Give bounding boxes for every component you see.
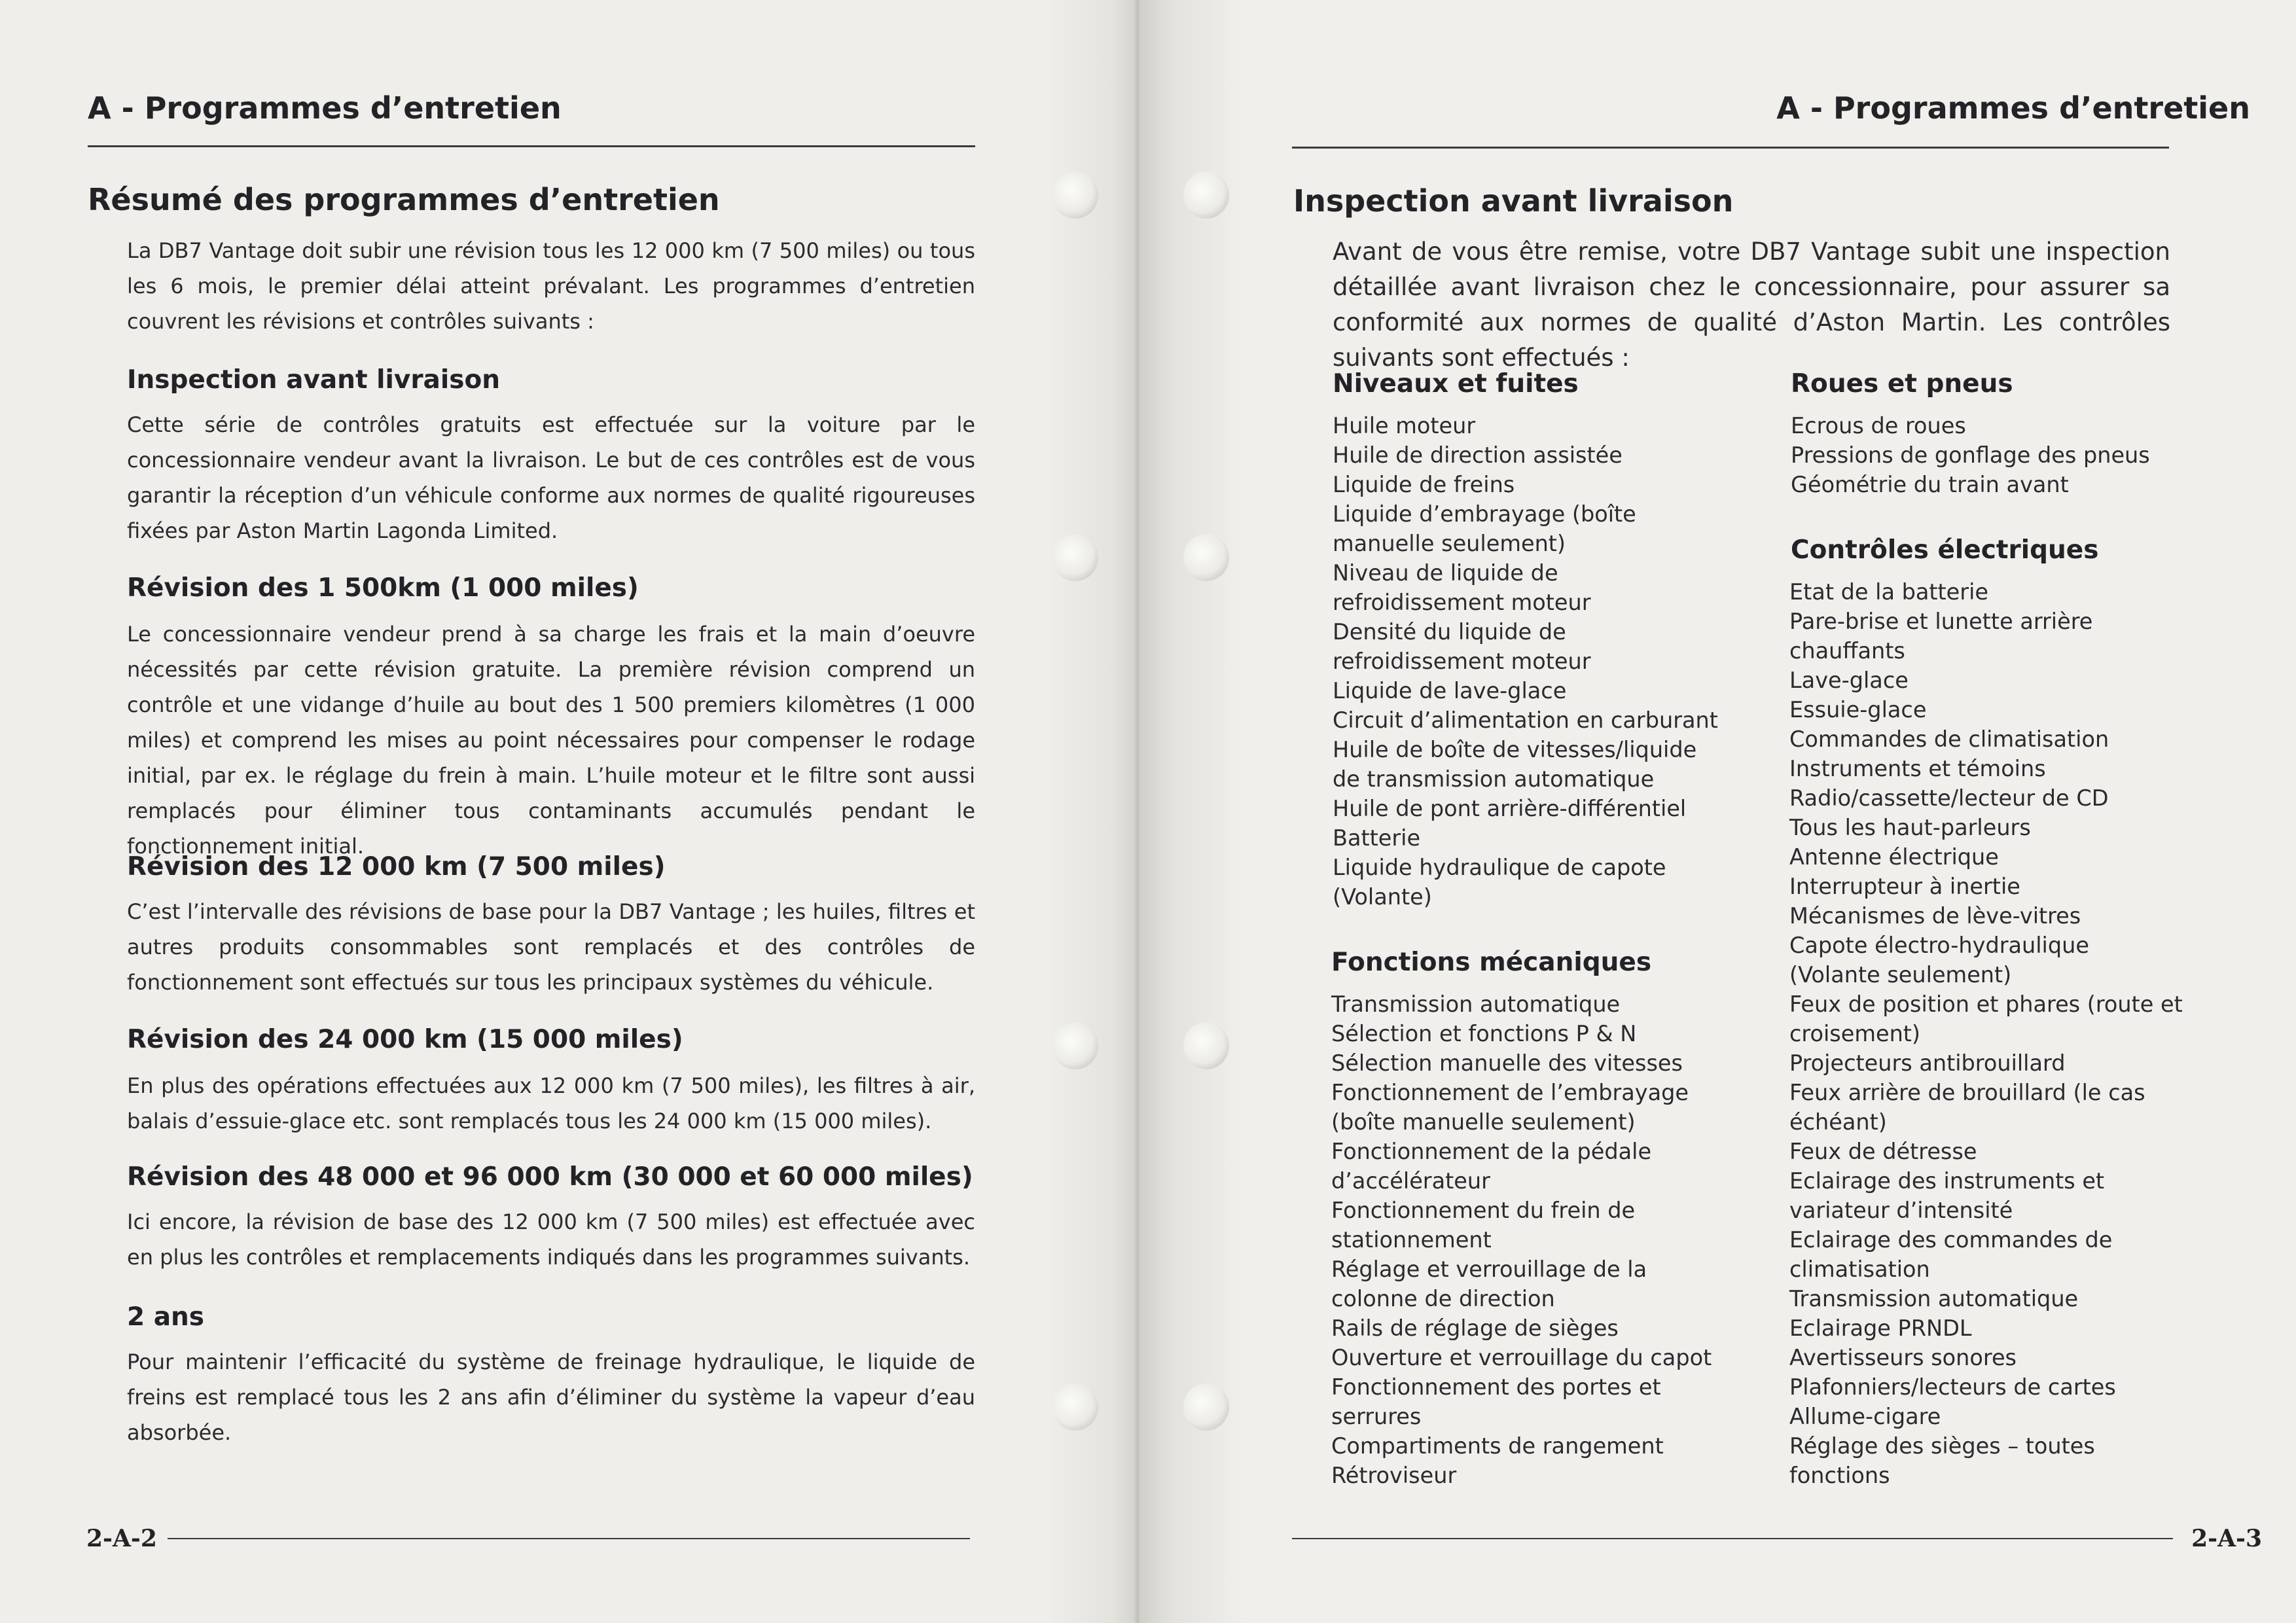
list-item: Circuit d’alimentation en carburant bbox=[1333, 707, 1718, 733]
list-item: Mécanismes de lève-vitres bbox=[1789, 903, 2081, 929]
binder-hole bbox=[1183, 1383, 1229, 1431]
section-heading-48000km: Révision des 48 000 et 96 000 km (30 000 et 60 000 miles) bbox=[127, 1162, 973, 1192]
fonctions-heading: Fonctions mécaniques bbox=[1331, 948, 1652, 977]
list-item: Rétroviseur bbox=[1331, 1463, 1457, 1488]
list-item: manuelle seulement) bbox=[1333, 531, 1566, 556]
list-item: Fonctionnement du frein de bbox=[1331, 1198, 1636, 1223]
list-item: colonne de direction bbox=[1331, 1286, 1555, 1311]
right-page bbox=[1139, 0, 2296, 1623]
list-item: Fonctionnement de la pédale bbox=[1331, 1139, 1652, 1164]
section-text-1500km: Le concessionnaire vendeur prend à sa charge les frais et la main d’oeuvre nécessités par cette révision gratuite. La première révision comprend un contrôle et une vidange d’huile au bout des 1 500 premiers kilomètres (1 000 miles) et comprend les mises au point nécessaires pour compenser le rodage initial, par ex. le réglage du frein à main. L’huile moteur et le filtre sont aussi remplacés pour éliminer tous contaminants accumulés pendant le fonctionnement initial. bbox=[127, 622, 975, 859]
section-heading-24000km: Révision des 24 000 km (15 000 miles) bbox=[127, 1025, 683, 1054]
list-item: Densité du liquide de bbox=[1333, 619, 1566, 645]
left-page-number: 2-A-2 bbox=[86, 1525, 157, 1552]
list-item: Sélection et fonctions P & N bbox=[1331, 1021, 1637, 1046]
list-item: stationnement bbox=[1331, 1227, 1492, 1253]
binder-hole bbox=[1052, 171, 1098, 219]
list-item: chauffants bbox=[1789, 638, 1905, 664]
niveaux-heading: Niveaux et fuites bbox=[1333, 369, 1579, 399]
list-item: Niveau de liquide de bbox=[1333, 560, 1558, 586]
section-heading-12000km: Révision des 12 000 km (7 500 miles) bbox=[127, 852, 666, 882]
list-item: Antenne électrique bbox=[1789, 844, 1999, 870]
list-item: Géométrie du train avant bbox=[1791, 472, 2069, 497]
list-item: (Volante) bbox=[1333, 884, 1432, 910]
list-item: Compartiments de rangement bbox=[1331, 1433, 1664, 1459]
section-text-inspection: Cette série de contrôles gratuits est effectuée sur la voiture par le concessionnaire vendeur avant la livraison. Le but de ces contrôles est de vous garantir la réception d’un véhicule conforme aux normes de qualité rigoureuses fixées par Aston Martin Lagonda Limited. bbox=[127, 412, 975, 543]
section-text-2ans: Pour maintenir l’efficacité du système de freinage hydraulique, le liquide de freins est remplacé tous les 2 ans afin d’éliminer du système la vapeur d’eau absorbée. bbox=[127, 1349, 975, 1445]
fonctions-list bbox=[1331, 990, 1750, 1490]
list-item: Allume-cigare bbox=[1789, 1404, 1941, 1429]
section-heading-2ans: 2 ans bbox=[127, 1302, 205, 1332]
list-item: (boîte manuelle seulement) bbox=[1331, 1109, 1636, 1135]
right-page-number: 2-A-3 bbox=[2191, 1525, 2262, 1552]
left-footer-rule bbox=[168, 1538, 970, 1539]
left-intro: La DB7 Vantage doit subir une révision tous les 12 000 km (7 500 miles) ou tous les 6 mois, le premier délai atteint prévalant. Les programmes d’entretien couvrent les révisions et contrôles suivants : bbox=[127, 238, 975, 334]
list-item: Ecrous de roues bbox=[1791, 413, 1966, 438]
list-item: Réglage et verrouillage de la bbox=[1331, 1257, 1647, 1282]
list-item: Liquide de lave-glace bbox=[1333, 678, 1567, 704]
left-page-title: Résumé des programmes d’entretien bbox=[88, 182, 720, 217]
electriques-heading: Contrôles électriques bbox=[1791, 535, 2099, 565]
list-item: Eclairage des instruments et bbox=[1789, 1168, 2105, 1194]
list-item: Radio/cassette/lecteur de CD bbox=[1789, 785, 2109, 811]
list-item: Instruments et témoins bbox=[1789, 756, 2046, 781]
list-item: Feux de position et phares (route et bbox=[1789, 991, 2183, 1017]
section-text-12000km: C’est l’intervalle des révisions de base pour la DB7 Vantage ; les huiles, filtres et autres produits consommables sont remplacés et des contrôles de fonctionnement sont effectués sur tous les principaux systèmes du véhicule. bbox=[127, 899, 975, 995]
list-item: Etat de la batterie bbox=[1789, 579, 1988, 605]
list-item: refroidissement moteur bbox=[1333, 649, 1591, 674]
list-item: Commandes de climatisation bbox=[1789, 726, 2109, 752]
list-item: de transmission automatique bbox=[1333, 766, 1655, 792]
section-text-24000km: En plus des opérations effectuées aux 12 000 km (7 500 miles), les filtres à air, balais d’essuie-glace etc. sont remplacés tous les 24 000 km (15 000 miles). bbox=[127, 1073, 975, 1133]
electriques-list bbox=[1789, 577, 2189, 1490]
list-item: Avertisseurs sonores bbox=[1789, 1345, 2017, 1370]
left-page bbox=[0, 0, 1139, 1623]
list-item: Sélection manuelle des vitesses bbox=[1331, 1050, 1683, 1076]
list-item: Fonctionnement des portes et bbox=[1331, 1374, 1661, 1400]
list-item: Interrupteur à inertie bbox=[1789, 874, 2020, 899]
section-heading-1500km: Révision des 1 500km (1 000 miles) bbox=[127, 573, 639, 603]
right-page-title: Inspection avant livraison bbox=[1293, 183, 1734, 219]
list-item: climatisation bbox=[1789, 1257, 1930, 1282]
list-item: Liquide de freins bbox=[1333, 472, 1515, 497]
list-item: Capote électro-hydraulique bbox=[1789, 933, 2089, 958]
list-item: Huile de direction assistée bbox=[1333, 442, 1623, 468]
roues-list bbox=[1791, 411, 2183, 499]
binder-hole bbox=[1183, 534, 1229, 581]
list-item: Tous les haut-parleurs bbox=[1789, 815, 2031, 840]
list-item: Fonctionnement de l’embrayage bbox=[1331, 1080, 1689, 1105]
list-item: Transmission automatique bbox=[1331, 991, 1621, 1017]
list-item: Feux de détresse bbox=[1789, 1139, 1977, 1164]
list-item: Huile de boîte de vitesses/liquide bbox=[1333, 737, 1697, 762]
list-item: Rails de réglage de sièges bbox=[1331, 1315, 1619, 1341]
list-item: croisement) bbox=[1789, 1021, 1921, 1046]
left-header-title: A - Programmes d’entretien bbox=[88, 90, 562, 126]
binder-hole bbox=[1052, 1383, 1098, 1431]
list-item: Ouverture et verrouillage du capot bbox=[1331, 1345, 1712, 1370]
list-item: d’accélérateur bbox=[1331, 1168, 1490, 1194]
list-item: Pare-brise et lunette arrière bbox=[1789, 609, 2093, 634]
list-item: fonctions bbox=[1789, 1463, 1890, 1488]
list-item: Feux arrière de brouillard (le cas bbox=[1789, 1080, 2145, 1105]
list-item: Huile moteur bbox=[1333, 413, 1476, 438]
list-item: Transmission automatique bbox=[1789, 1286, 2079, 1311]
list-item: (Volante seulement) bbox=[1789, 962, 2012, 988]
list-item: Plafonniers/lecteurs de cartes bbox=[1789, 1374, 2116, 1400]
binder-hole bbox=[1052, 534, 1098, 581]
list-item: Réglage des sièges – toutes bbox=[1789, 1433, 2095, 1459]
right-header-title: A - Programmes d’entretien bbox=[1776, 90, 2250, 126]
binder-hole bbox=[1052, 1022, 1098, 1069]
list-item: Liquide d’embrayage (boîte bbox=[1333, 501, 1636, 527]
list-item: Pressions de gonflage des pneus bbox=[1791, 442, 2150, 468]
list-item: variateur d’intensité bbox=[1789, 1198, 2013, 1223]
list-item: Eclairage des commandes de bbox=[1789, 1227, 2113, 1253]
list-item: serrures bbox=[1331, 1404, 1422, 1429]
list-item: Essuie-glace bbox=[1789, 697, 1927, 722]
right-header-rule bbox=[1292, 147, 2169, 149]
right-footer-rule bbox=[1292, 1538, 2173, 1539]
list-item: Projecteurs antibrouillard bbox=[1789, 1050, 2066, 1076]
list-item: Liquide hydraulique de capote bbox=[1333, 855, 1666, 880]
section-heading-inspection: Inspection avant livraison bbox=[127, 365, 501, 395]
right-intro: Avant de vous être remise, votre DB7 Vantage subit une inspection détaillée avant livraison chez le concessionnaire, pour assurer sa conformité aux normes de qualité d’Aston Martin. Les contrôles suivants sont effectués : bbox=[1333, 238, 2170, 372]
list-item: Lave-glace bbox=[1789, 668, 1909, 693]
list-item: Eclairage PRNDL bbox=[1789, 1315, 1972, 1341]
binder-hole bbox=[1183, 1022, 1229, 1069]
list-item: échéant) bbox=[1789, 1109, 1887, 1135]
binder-hole bbox=[1183, 171, 1229, 219]
list-item: Huile de pont arrière-différentiel bbox=[1333, 796, 1687, 821]
section-text-48000km: Ici encore, la révision de base des 12 000 km (7 500 miles) est effectuée avec en plus les contrôles et remplacements indiqués dans les programmes suivants. bbox=[127, 1209, 975, 1270]
list-item: Batterie bbox=[1333, 825, 1421, 851]
list-item: refroidissement moteur bbox=[1333, 590, 1591, 615]
left-header-rule bbox=[88, 145, 975, 147]
roues-heading: Roues et pneus bbox=[1791, 369, 2013, 399]
niveaux-list bbox=[1333, 411, 1751, 912]
